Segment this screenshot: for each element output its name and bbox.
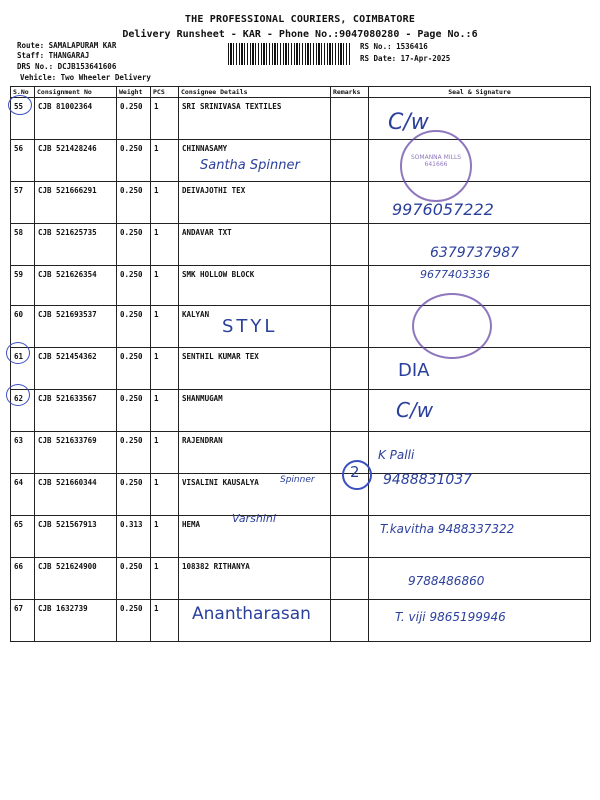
sno-cell: 65 (11, 516, 35, 558)
pcs-cell: 1 (151, 140, 179, 182)
col-remarks: Remarks (331, 87, 369, 98)
circle-mark-55 (8, 95, 32, 115)
weight-cell: 0.250 (117, 600, 151, 642)
consignee-cell: KALYAN (179, 306, 331, 348)
col-pcs: PCS (151, 87, 179, 98)
remarks-cell (331, 182, 369, 224)
consignee-cell: SRI SRINIVASA TEXTILES (179, 98, 331, 140)
vehicle-label: Vehicle: Two Wheeler Delivery (20, 73, 151, 82)
remarks-cell (331, 98, 369, 140)
pcs-cell: 1 (151, 600, 179, 642)
sno-cell: 60 (11, 306, 35, 348)
weight-cell: 0.250 (117, 98, 151, 140)
consignment-cell: CJB 521633567 (35, 390, 117, 432)
signature-66: 9788486860 (408, 574, 485, 588)
handwriting-64: Spinner (280, 475, 315, 485)
handwriting-60: STYL (222, 316, 278, 337)
consignee-cell: DEIVAJOTHI TEX (179, 182, 331, 224)
sno-cell: 56 (11, 140, 35, 182)
barcode-image (228, 43, 350, 65)
remarks-cell (331, 390, 369, 432)
handwriting-65: Varshini (232, 512, 276, 525)
consignment-cell: CJB 521625735 (35, 224, 117, 266)
weight-cell: 0.250 (117, 306, 151, 348)
company-seal-stamp-2 (412, 293, 492, 359)
table-row (11, 348, 591, 390)
handwriting-56: Santha Spinner (200, 158, 300, 173)
sno-cell: 67 (11, 600, 35, 642)
company-seal-stamp: SOMANNA MILLS 641666 (400, 130, 472, 202)
remarks-cell (331, 306, 369, 348)
circle-mark-61 (6, 342, 30, 364)
sno-cell: 55 (11, 98, 35, 140)
col-sno: S.No (11, 87, 35, 98)
runsheet-table (10, 86, 591, 642)
pcs-cell: 1 (151, 306, 179, 348)
weight-cell: 0.250 (117, 390, 151, 432)
rs-no-label: RS No.: 1536416 (360, 42, 428, 51)
pcs-cell: 1 (151, 474, 179, 516)
remarks-cell (331, 516, 369, 558)
consignment-cell: CJB 521626354 (35, 266, 117, 306)
table-header-row (11, 87, 591, 98)
pcs-cell: 1 (151, 224, 179, 266)
pcs-cell: 1 (151, 98, 179, 140)
weight-cell: 0.250 (117, 266, 151, 306)
signature-64: 9488831037 (383, 472, 473, 488)
circle-mark-62 (6, 384, 30, 406)
weight-cell: 0.250 (117, 182, 151, 224)
table-row (11, 390, 591, 432)
signature-55: C/w (388, 110, 429, 135)
consignment-cell: CJB 521428246 (35, 140, 117, 182)
sno-cell: 64 (11, 474, 35, 516)
pcs-cell: 1 (151, 348, 179, 390)
weight-cell: 0.250 (117, 432, 151, 474)
signature-67: T. viji 9865199946 (395, 610, 506, 624)
table-row (11, 98, 591, 140)
consignment-cell: CJB 521666291 (35, 182, 117, 224)
staff-label: Staff: THANGARAJ (17, 51, 90, 60)
table-row (11, 306, 591, 348)
col-weight: Weight (117, 87, 151, 98)
remarks-cell (331, 348, 369, 390)
table-row (11, 432, 591, 474)
remark-64: 2 (350, 463, 360, 481)
consignment-cell: CJB 521633769 (35, 432, 117, 474)
rs-date-label: RS Date: 17-Apr-2025 (360, 54, 451, 63)
table-row (11, 140, 591, 182)
sno-cell: 61 (11, 348, 35, 390)
remarks-cell (331, 140, 369, 182)
consignment-cell: CJB 521454362 (35, 348, 117, 390)
signature-61: DIA (398, 360, 430, 381)
table-row (11, 266, 591, 306)
consignee-cell: SENTHIL KUMAR TEX (179, 348, 331, 390)
pcs-cell: 1 (151, 432, 179, 474)
consignment-cell: CJB 81002364 (35, 98, 117, 140)
runsheet-title: THE PROFESSIONAL COURIERS, COIMBATORE (184, 14, 416, 25)
sno-cell: 57 (11, 182, 35, 224)
pcs-cell: 1 (151, 390, 179, 432)
col-signature: Seal & Signature (369, 87, 591, 98)
consignee-cell: SHANMUGAM (179, 390, 331, 432)
sno-cell: 58 (11, 224, 35, 266)
pcs-cell: 1 (151, 558, 179, 600)
consignee-cell: VISALINI KAUSALYA (179, 474, 331, 516)
weight-cell: 0.250 (117, 558, 151, 600)
pcs-cell: 1 (151, 516, 179, 558)
drs-label: DRS No.: DCJB153641606 (17, 62, 117, 71)
consignee-cell: RAJENDRAN (179, 432, 331, 474)
weight-cell: 0.313 (117, 516, 151, 558)
signature-65: T.kavitha 9488337322 (380, 522, 515, 536)
weight-cell: 0.250 (117, 474, 151, 516)
table-row (11, 182, 591, 224)
pcs-cell: 1 (151, 266, 179, 306)
sno-cell: 62 (11, 390, 35, 432)
remarks-cell (331, 224, 369, 266)
consignee-cell: HEMA (179, 516, 331, 558)
weight-cell: 0.250 (117, 348, 151, 390)
col-consignment: Consignment No (35, 87, 117, 98)
consignee-cell: CHINNASAMY (179, 140, 331, 182)
consignment-cell: CJB 521624900 (35, 558, 117, 600)
signature-57: 9976057222 (392, 200, 494, 219)
consignment-cell: CJB 521660344 (35, 474, 117, 516)
sno-cell: 66 (11, 558, 35, 600)
table-row (11, 558, 591, 600)
signature-62: C/w (396, 398, 434, 422)
remarks-cell (331, 266, 369, 306)
consignee-cell: 108382 RITHANYA (179, 558, 331, 600)
signature-59: 9677403336 (420, 268, 490, 281)
consignee-cell: ANDAVAR TXT (179, 224, 331, 266)
consignee-cell: SMK HOLLOW BLOCK (179, 266, 331, 306)
consignment-cell: CJB 521567913 (35, 516, 117, 558)
sno-cell: 63 (11, 432, 35, 474)
pcs-cell: 1 (151, 182, 179, 224)
route-label: Route: SAMALAPURAM KAR (17, 41, 117, 50)
signature-58: 6379737987 (430, 245, 520, 261)
handwriting-67: Anantharasan (192, 604, 311, 624)
col-consignee: Consignee Details (179, 87, 331, 98)
weight-cell: 0.250 (117, 140, 151, 182)
consignment-cell: CJB 521693537 (35, 306, 117, 348)
sno-cell: 59 (11, 266, 35, 306)
weight-cell: 0.250 (117, 224, 151, 266)
remarks-cell (331, 558, 369, 600)
signature-63: K Palli (378, 448, 415, 462)
remarks-cell (331, 600, 369, 642)
consignment-cell: CJB 1632739 (35, 600, 117, 642)
runsheet-subtitle: Delivery Runsheet - KAR - Phone No.:9047080280 - Page No.:6 (122, 29, 478, 40)
